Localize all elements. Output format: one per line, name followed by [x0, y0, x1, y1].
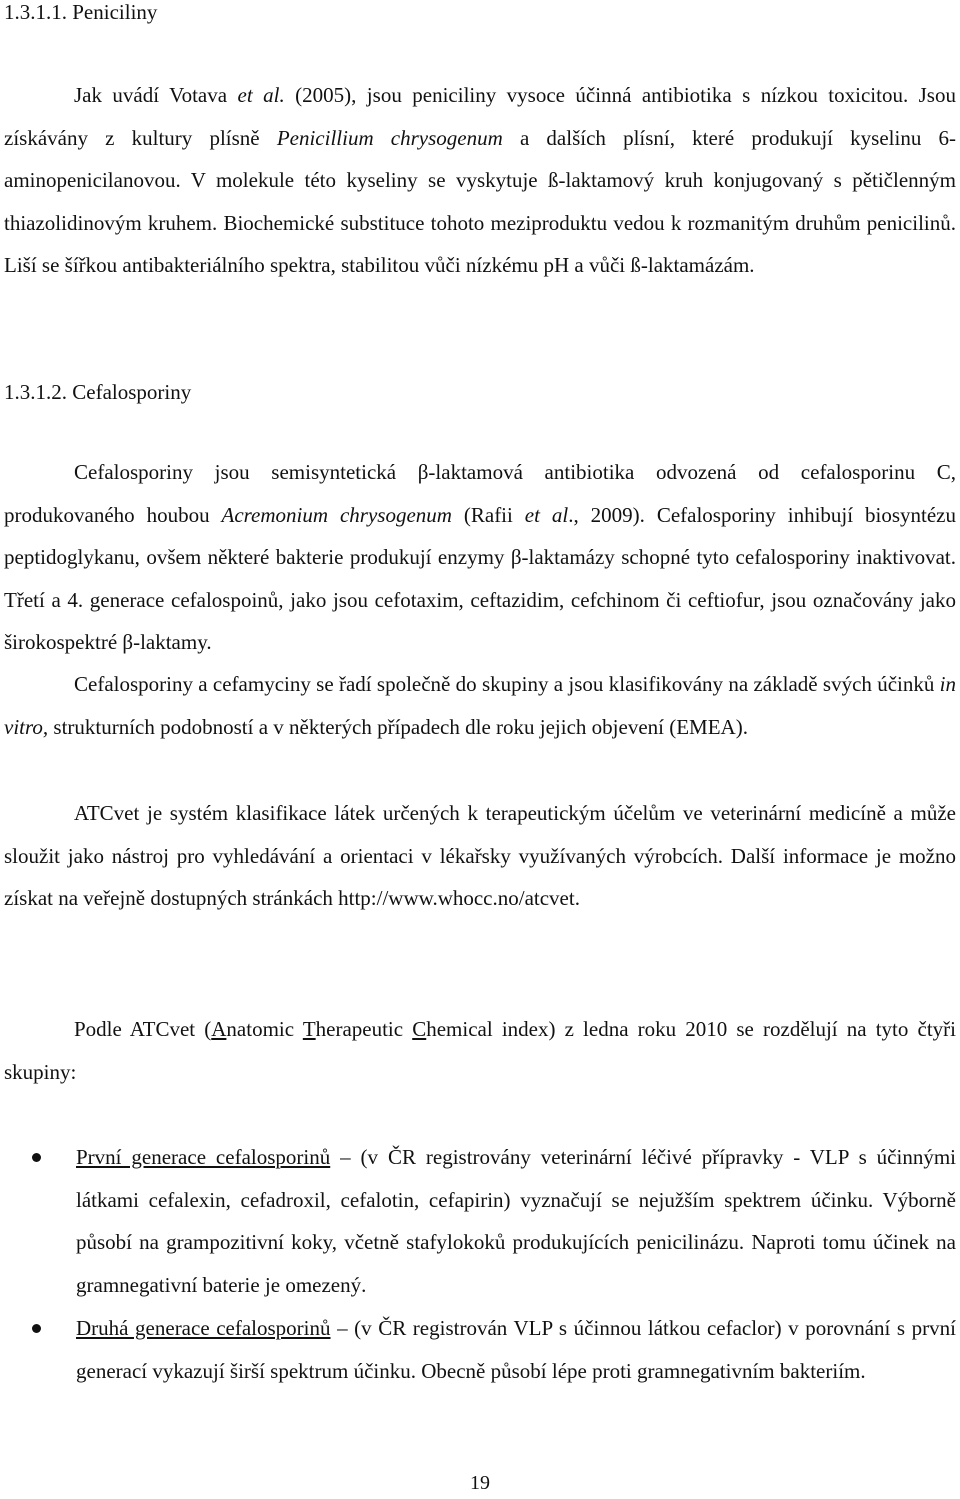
paragraph-atcvet-groups: Podle ATCvet (Anatomic Therapeutic Chemical index) z ledna roku 2010 se rozdělují na tyto čtyři skupiny:	[4, 1017, 956, 1084]
section-heading-cefalosporiny: 1.3.1.2. Cefalosporiny	[4, 380, 192, 404]
page-number: 19	[470, 1472, 490, 1494]
paragraph-peniciliny: Jak uvádí Votava et al. (2005), jsou peniciliny vysoce účinná antibiotika s nízkou toxicitou. Jsou získávány z kultury plísně Penicillium chrysogenum a dalších plísní, které produkují kyselinu 6-aminopenicilanovou. V molekule této kyseliny se vyskytuje ß-laktamový kruh konjugovaný s pětičlenným thiazolidinovým kruhem. Biochemické substituce tohoto meziproduktu vedou k rozmanitým druhům penicilinů. Liší se šířkou antibakteriálního spektra, stabilitou vůči nízkému pH a vůči ß-laktamázám.	[4, 83, 956, 277]
list-item-text: – (v ČR registrován VLP s účinnou látkou cefaclor) v porovnání s první generací vykazují širší spektrum účinku. Obecně působí lépe proti gramnegativním bakteriím.	[76, 1316, 956, 1383]
paragraph-cefalosporiny-classification: Cefalosporiny a cefamyciny se řadí společně do skupiny a jsou klasifikovány na základě svých účinků in vitro, strukturních podobností a v některých případech dle roku jejich objevení (EMEA).	[4, 672, 956, 739]
cefalosporin-generation-list	[0, 1136, 956, 1392]
list-item-title: Druhá generace cefalosporinů	[76, 1316, 331, 1340]
bullet-icon	[32, 1153, 41, 1162]
paragraph-atcvet: ATCvet je systém klasifikace látek určených k terapeutickým účelům ve veterinární medicíně a může sloužit jako nástroj pro vyhledávání a orientaci v lékařsky využívaných výrobcích. Další informace je možno získat na veřejně dostupných stránkách http://www.whocc.no/atcvet.	[4, 801, 956, 910]
paragraph-cefalosporiny-intro: Cefalosporiny jsou semisyntetická β-laktamová antibiotika odvozená od cefalosporinu C, produkovaného houbou Acremonium chrysogenum (Rafii et al., 2009). Cefalosporiny inhibují biosyntézu peptidoglykanu, ovšem některé bakterie produkují enzymy β-laktamázy schopné tyto cefalosporiny inaktivovat. Třetí a 4. generace cefalospoinů, jako jsou cefotaxim, ceftazidim, cefchinom či ceftiofur, jsou označovány jako širokospektré β-laktamy.	[4, 460, 956, 654]
list-item-title: První generace cefalosporinů	[76, 1145, 331, 1169]
list-item-second-generation	[0, 1307, 956, 1392]
bullet-icon	[32, 1324, 41, 1333]
section-heading-peniciliny: 1.3.1.1. Peniciliny	[4, 0, 158, 24]
list-item-text: – (v ČR registrovány veterinární léčivé přípravky - VLP s účinnými látkami cefalexin, cefadroxil, cefalotin, cefapirin) vyznačují se nejužším spektrem účinku. Výborně působí na grampozitivní koky, včetně stafylokoků produkujících penicilinázu. Naproti tomu účinek na gramnegativní baterie je omezený.	[76, 1145, 956, 1297]
list-item-first-generation	[0, 1136, 956, 1306]
